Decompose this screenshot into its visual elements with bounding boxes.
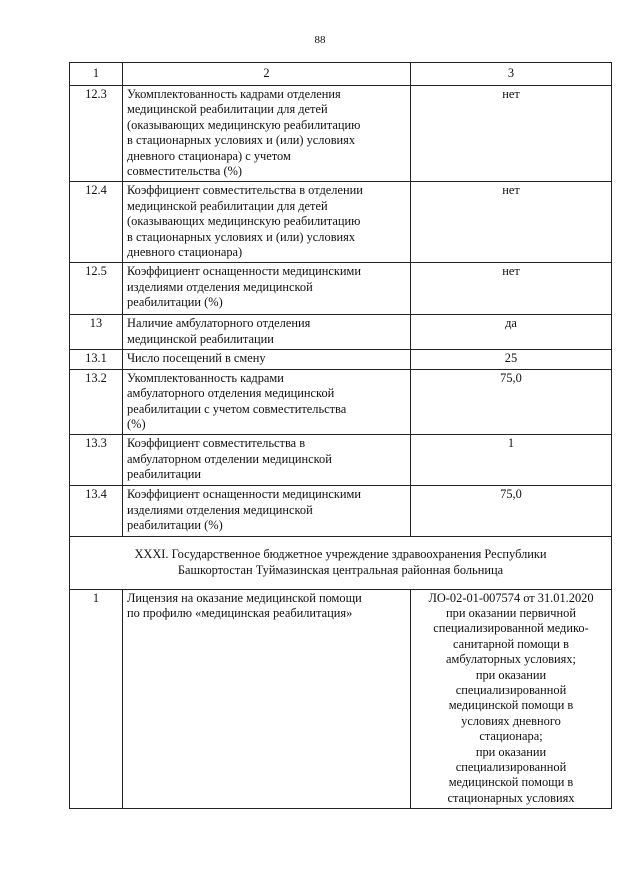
section-heading-row	[70, 536, 612, 589]
row-value: нет	[411, 86, 612, 182]
table-row	[70, 263, 612, 315]
row-number: 12.5	[70, 263, 123, 315]
column-header: 2	[123, 63, 411, 86]
data-table	[69, 62, 612, 809]
row-number: 12.3	[70, 86, 123, 182]
row-description: Укомплектованность кадрами амбулаторного отделения медицинской реабилитации с учетом совместительства (%)	[123, 369, 411, 435]
row-value: 1	[411, 435, 612, 486]
table-row	[70, 182, 612, 263]
row-value: 25	[411, 350, 612, 369]
table-row	[70, 435, 612, 486]
row-value: 75,0	[411, 369, 612, 435]
table-row	[70, 486, 612, 536]
column-header: 1	[70, 63, 123, 86]
row-value: нет	[411, 263, 612, 315]
row-number: 13	[70, 315, 123, 350]
row-number: 12.4	[70, 182, 123, 263]
row-value: да	[411, 315, 612, 350]
row-number: 13.4	[70, 486, 123, 536]
table-row	[70, 315, 612, 350]
row-number: 13.2	[70, 369, 123, 435]
table-row	[70, 86, 612, 182]
row-number: 13.3	[70, 435, 123, 486]
column-header: 3	[411, 63, 612, 86]
row-description: Коэффициент оснащенности медицинскими изделиями отделения медицинской реабилитации (%)	[123, 263, 411, 315]
row-description: Наличие амбулаторного отделения медицинской реабилитации	[123, 315, 411, 350]
table-row	[70, 589, 612, 809]
table-header-row	[70, 63, 612, 86]
row-description: Укомплектованность кадрами отделения медицинской реабилитации для детей (оказывающих медицинскую реабилитацию в стационарных условиях и (или) условиях дневного стационара) с учетом совместительства (%)	[123, 86, 411, 182]
row-description: Число посещений в смену	[123, 350, 411, 369]
row-description: Коэффициент совместительства в амбулаторном отделении медицинской реабилитации	[123, 435, 411, 486]
row-description: Лицензия на оказание медицинской помощи по профилю «медицинская реабилитация»	[123, 589, 411, 809]
page-number: 88	[314, 34, 326, 46]
row-value: нет	[411, 182, 612, 263]
table-row	[70, 369, 612, 435]
row-number: 1	[70, 589, 123, 809]
row-description: Коэффициент совместительства в отделении медицинской реабилитации для детей (оказывающих медицинскую реабилитацию в стационарных условиях и (или) условиях дневного стационара)	[123, 182, 411, 263]
row-description: Коэффициент оснащенности медицинскими изделиями отделения медицинской реабилитации (%)	[123, 486, 411, 536]
row-number: 13.1	[70, 350, 123, 369]
row-value: 75,0	[411, 486, 612, 536]
section-title: XXXI. Государственное бюджетное учреждение здравоохранения Республики Башкортостан Туймазинская центральная районная больница	[70, 536, 612, 589]
table-row	[70, 350, 612, 369]
row-value: ЛО-02-01-007574 от 31.01.2020 при оказании первичной специализированной медико- санитарной помощи в амбулаторных условиях; при оказании специализированной медицинской помощи в условиях дневного стационара; при оказании специализированной медицинской помощи в стационарных условиях	[411, 589, 612, 809]
